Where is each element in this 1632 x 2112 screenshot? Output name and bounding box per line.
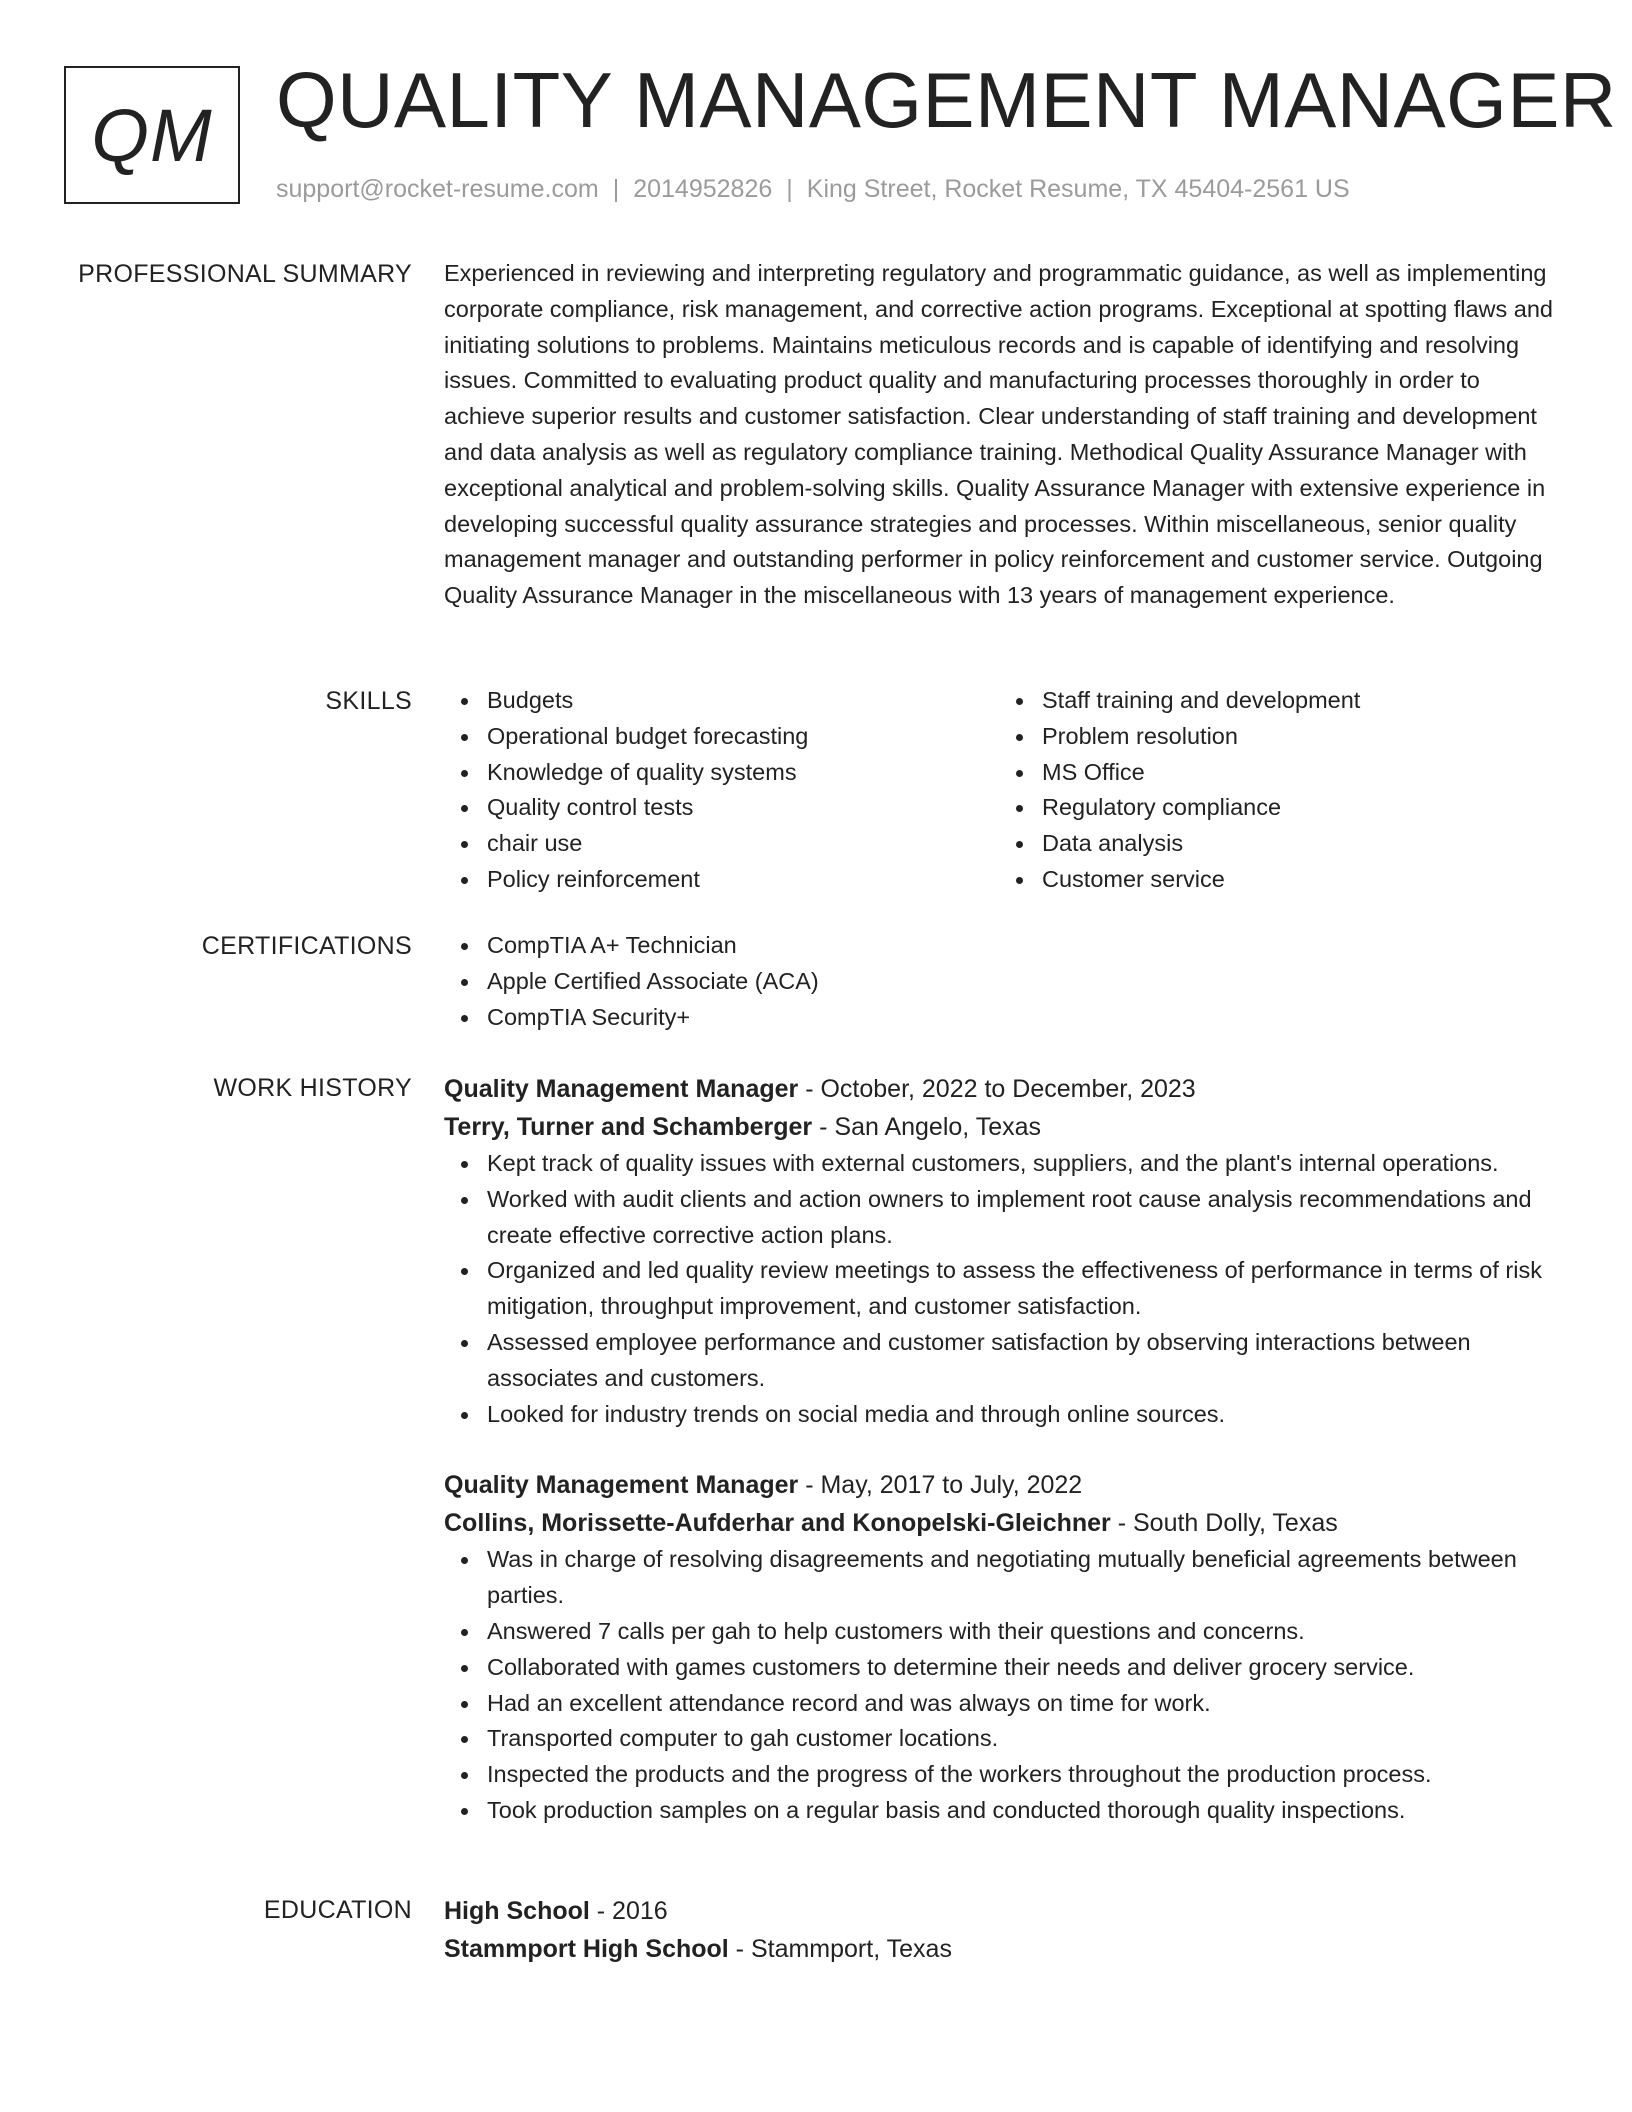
- certifications-body: [444, 928, 1554, 1035]
- job-dates: - October, 2022 to December, 2023: [798, 1075, 1196, 1103]
- skill-item: Problem resolution: [1042, 719, 1554, 755]
- skill-item: Knowledge of quality systems: [487, 755, 999, 791]
- contact-separator: |: [786, 175, 793, 203]
- monogram-box: [64, 66, 240, 204]
- job-title-line: [444, 1070, 1554, 1108]
- job-bullet: Worked with audit clients and action owners to implement root cause analysis recommendations and create effective corrective action plans.: [487, 1182, 1554, 1254]
- job-bullet: Transported computer to gah customer locations.: [487, 1721, 1554, 1757]
- skills-list-left: [444, 683, 999, 898]
- skill-item: Quality control tests: [487, 790, 999, 826]
- education-body: [444, 1892, 1554, 1968]
- section-label-work-history: WORK HISTORY: [213, 1074, 412, 1102]
- section-label-education: EDUCATION: [263, 1896, 412, 1924]
- education-degree: High School: [444, 1897, 590, 1925]
- job-bullet: Kept track of quality issues with external customers, suppliers, and the plant's internal operations.: [487, 1146, 1554, 1182]
- certification-item: CompTIA A+ Technician: [487, 928, 1554, 964]
- summary-text: Experienced in reviewing and interpreting regulatory and programmatic guidance, as well as implementing corporate compliance, risk management, and corrective action programs. Exceptional at spotting flaws and initiating solutions to problems. Maintains meticulous records and is capable of identifying and resolving issues. Committed to evaluating product quality and manufacturing processes thoroughly in order to achieve superior results and customer satisfaction. Clear understanding of staff training and development and data analysis as well as regulatory compliance training. Methodical Quality Assurance Manager with exceptional analytical and problem-solving skills. Quality Assurance Manager with extensive experience in developing successful quality assurance strategies and processes. Within miscellaneous, senior quality management manager and outstanding performer in policy reinforcement and customer service. Outgoing Quality Assurance Manager in the miscellaneous with 13 years of management experience.: [444, 260, 1553, 609]
- skills-list-right: [999, 683, 1554, 898]
- contact-phone: 2014952826: [633, 175, 773, 203]
- skill-item: Budgets: [487, 683, 999, 719]
- job-bullet: Collaborated with games customers to determine their needs and deliver grocery service.: [487, 1650, 1554, 1686]
- skill-item: Customer service: [1042, 862, 1554, 898]
- job-title-line: [444, 1466, 1554, 1504]
- job-bullet: Answered 7 calls per gah to help customers with their questions and concerns.: [487, 1614, 1554, 1650]
- certification-item: Apple Certified Associate (ACA): [487, 964, 1554, 1000]
- monogram-initials: QM: [91, 93, 213, 177]
- skill-item: Data analysis: [1042, 826, 1554, 862]
- skill-item: Regulatory compliance: [1042, 790, 1554, 826]
- job-dates: - May, 2017 to July, 2022: [798, 1471, 1083, 1500]
- job-bullet: Had an excellent attendance record and was always on time for work.: [487, 1686, 1554, 1722]
- skill-item: Policy reinforcement: [487, 862, 999, 898]
- job-title: Quality Management Manager: [444, 1471, 799, 1500]
- education-year: - 2016: [589, 1897, 668, 1925]
- contact-separator: |: [612, 175, 620, 203]
- section-label-summary: PROFESSIONAL SUMMARY: [78, 260, 412, 288]
- education-school: Stammport High School: [444, 1935, 729, 1963]
- section-label-skills: SKILLS: [325, 687, 412, 715]
- job-company-line: [444, 1504, 1554, 1542]
- job-company-line: [444, 1108, 1554, 1146]
- job-bullet: Looked for industry trends on social media and through online sources.: [487, 1397, 1554, 1433]
- job-bullets: [444, 1542, 1554, 1828]
- job-bullet: Took production samples on a regular basis and conducted thorough quality inspections.: [487, 1793, 1554, 1829]
- skill-item: MS Office: [1042, 755, 1554, 791]
- job-location: - San Angelo, Texas: [812, 1113, 1042, 1141]
- job-bullet: Was in charge of resolving disagreements and negotiating mutually beneficial agreements between parties.: [487, 1542, 1554, 1614]
- certification-item: CompTIA Security+: [487, 1000, 1554, 1036]
- job-entry: [444, 1070, 1554, 1432]
- skills-columns: [444, 683, 1554, 898]
- education-location: - Stammport, Texas: [728, 1935, 952, 1963]
- job-company: Terry, Turner and Schamberger: [444, 1113, 813, 1141]
- job-entry: [444, 1466, 1554, 1828]
- job-bullet: Inspected the products and the progress of the workers throughout the production process.: [487, 1757, 1554, 1793]
- skill-item: chair use: [487, 826, 999, 862]
- job-title: Quality Management Manager: [444, 1075, 799, 1103]
- job-bullets: [444, 1146, 1554, 1432]
- job-bullet: Assessed employee performance and customer satisfaction by observing interactions between associates and customers.: [487, 1325, 1554, 1397]
- education-degree-line: [444, 1892, 1554, 1930]
- skill-item: Staff training and development: [1042, 683, 1554, 719]
- skill-item: Operational budget forecasting: [487, 719, 999, 755]
- contact-address: King Street, Rocket Resume, TX 45404-2561 US: [806, 175, 1350, 203]
- contact-line: [276, 172, 1350, 206]
- job-bullet: Organized and led quality review meetings to assess the effectiveness of performance in terms of risk mitigation, throughput improvement, and customer satisfaction.: [487, 1253, 1554, 1325]
- job-location: - South Dolly, Texas: [1110, 1509, 1338, 1538]
- work-history-body: [444, 1070, 1554, 1829]
- education-school-line: [444, 1930, 1554, 1968]
- section-label-certifications: CERTIFICATIONS: [201, 932, 412, 960]
- job-company: Collins, Morissette-Aufderhar and Konopelski-Gleichner: [444, 1509, 1111, 1538]
- certifications-list: [444, 928, 1554, 1035]
- resume-title: QUALITY MANAGEMENT MANAGER: [276, 56, 1617, 144]
- contact-email: support@rocket-resume.com: [276, 175, 599, 203]
